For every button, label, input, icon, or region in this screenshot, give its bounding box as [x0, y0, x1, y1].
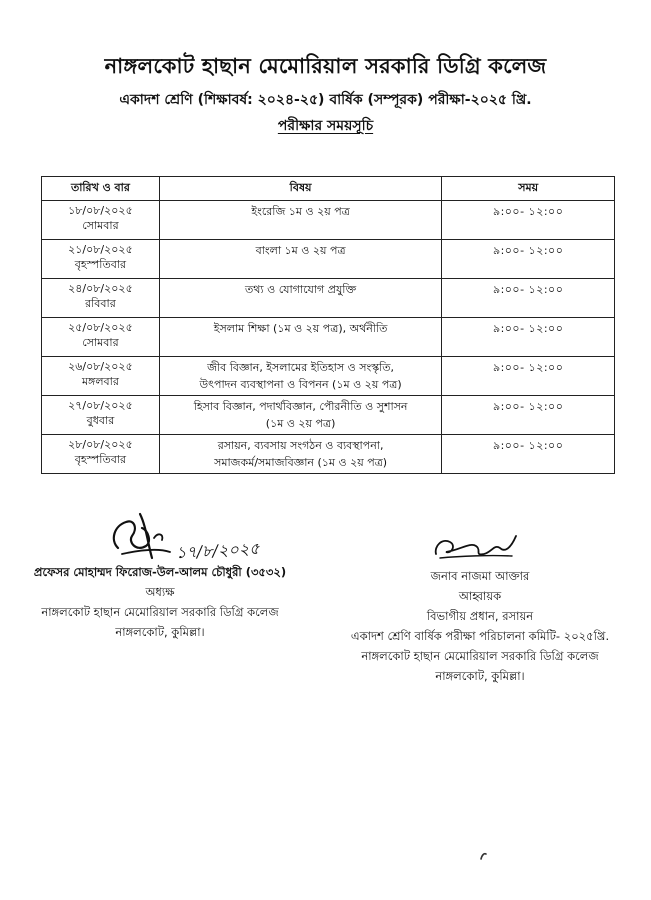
convener-name: জনাব নাজমা আক্তার: [430, 569, 530, 583]
date-cell: [42, 240, 160, 279]
exam-date: ২৫/০৮/২০২৫: [68, 321, 133, 334]
ink-mark-icon: [479, 851, 489, 861]
table-row: [42, 396, 615, 435]
date-cell: [42, 435, 160, 474]
date-cell: [42, 318, 160, 357]
exam-date: ১৮/০৮/২০২৫: [68, 204, 133, 217]
date-cell: [42, 279, 160, 318]
subject-cell: [159, 357, 441, 396]
exam-time: ৯:০০- ১২:০০: [442, 396, 615, 435]
exam-time: ৯:০০- ১২:০০: [442, 357, 615, 396]
table-row: [42, 318, 615, 357]
subject-line: ইসলাম শিক্ষা (১ম ও ২য় পত্র), অর্থনীতি: [213, 322, 388, 335]
convener-institution: নাঙ্গলকোট হাছান মেমোরিয়াল সরকারি ডিগ্রি কলেজ: [361, 649, 599, 663]
exam-time: ৯:০০- ১২:০০: [442, 279, 615, 318]
date-cell: [42, 357, 160, 396]
subject-line: সমাজকর্ম/সমাজবিজ্ঞান (১ম ও ২য় পত্র): [214, 456, 388, 469]
subject-line: জীব বিজ্ঞান, ইসলামের ইতিহাস ও সংস্কৃতি,: [207, 361, 395, 374]
convener-location: নাঙ্গলকোট, কুমিল্লা।: [435, 669, 525, 683]
exam-time: ৯:০০- ১২:০০: [442, 240, 615, 279]
subject-cell: [159, 396, 441, 435]
exam-day: বৃহস্পতিবার: [74, 258, 127, 271]
convener-signature-block: [330, 566, 630, 686]
convener-role: আহ্বায়ক: [458, 589, 502, 603]
exam-committee: একাদশ শ্রেণি বার্ষিক পরীক্ষা পরিচালনা কমিটি- ২০২৫খ্রি.: [350, 629, 610, 643]
table-header-row: [42, 177, 615, 201]
date-cell: [42, 396, 160, 435]
subject-line: তথ্য ও যোগাযোগ প্রযুক্তি: [245, 283, 357, 296]
schedule-heading: [0, 114, 651, 138]
exam-day: বুধবার: [86, 414, 115, 427]
principal-designation: অধ্যক্ষ: [145, 585, 175, 599]
subject-line: বাংলা ১ম ও ২য় পত্র: [255, 244, 346, 257]
principal-institution: নাঙ্গলকোট হাছান মেমোরিয়াল সরকারি ডিগ্রি কলেজ: [41, 605, 279, 619]
schedule-heading-text: পরীক্ষার সময়সূচি: [277, 118, 374, 134]
table-row: [42, 357, 615, 396]
subject-cell: [159, 435, 441, 474]
exam-day: মঙ্গলবার: [81, 375, 119, 388]
subject-line: ইংরেজি ১ম ও ২য় পত্র: [251, 205, 350, 218]
table-row: [42, 240, 615, 279]
table-row: [42, 201, 615, 240]
table-row: [42, 435, 615, 474]
exam-time: ৯:০০- ১২:০০: [442, 318, 615, 357]
exam-day: বৃহস্পতিবার: [74, 453, 127, 466]
principal-location: নাঙ্গলকোট, কুমিল্লা।: [115, 625, 205, 639]
date-cell: [42, 201, 160, 240]
exam-day: সোমবার: [82, 219, 119, 232]
exam-date: ২৮/০৮/২০২৫: [68, 438, 133, 451]
table-row: [42, 279, 615, 318]
exam-date: ২৭/০৮/২০২৫: [68, 399, 133, 412]
exam-date: ২৬/০৮/২০২৫: [68, 360, 133, 373]
exam-time: ৯:০০- ১২:০০: [442, 435, 615, 474]
subject-cell: [159, 240, 441, 279]
subject-cell: [159, 201, 441, 240]
exam-date: ২৪/০৮/২০২৫: [68, 282, 133, 295]
exam-time: ৯:০০- ১২:০০: [442, 201, 615, 240]
exam-schedule-table: [41, 176, 615, 474]
exam-day: রবিবার: [85, 297, 116, 310]
subject-line: হিসাব বিজ্ঞান, পদার্থবিজ্ঞান, পৌরনীতি ও সুশাসন: [193, 400, 408, 413]
subject-line: রসায়ন, ব্যবসায় সংগঠন ও ব্যবস্থাপনা,: [217, 439, 384, 452]
page-title: নাঙ্গলকোট হাছান মেমোরিয়াল সরকারি ডিগ্রি কলেজ: [104, 54, 547, 78]
convener-signature: [430, 528, 530, 564]
header-time: সময়: [442, 177, 615, 201]
header-subject: বিষয়: [159, 177, 441, 201]
header-date-day: তারিখ ও বার: [42, 177, 160, 201]
signature-date: ১৭/৮/২০২৫: [175, 538, 260, 563]
subject-line: উৎপাদন ব্যবস্থাপনা ও বিপনন (১ম ও ২য় পত্র): [199, 378, 402, 391]
exam-date: ২১/০৮/২০২৫: [68, 243, 133, 256]
principal-signature-block: [0, 562, 320, 642]
subject-cell: [159, 279, 441, 318]
principal-name: প্রফেসর মোহাম্মদ ফিরোজ-উল-আলম চৌধুরী (৩৫৩২): [33, 565, 287, 579]
exam-day: সোমবার: [82, 336, 119, 349]
convener-designation: বিভাগীয় প্রধান, রসায়ন: [426, 609, 534, 623]
subject-cell: [159, 318, 441, 357]
subject-line: (১ম ও ২য় পত্র): [265, 417, 336, 430]
exam-title: একাদশ শ্রেণি (শিক্ষাবর্ষ: ২০২৪-২৫) বার্ষিক (সম্পূরক) পরীক্ষা-২০২৫ খ্রি.: [119, 92, 532, 108]
